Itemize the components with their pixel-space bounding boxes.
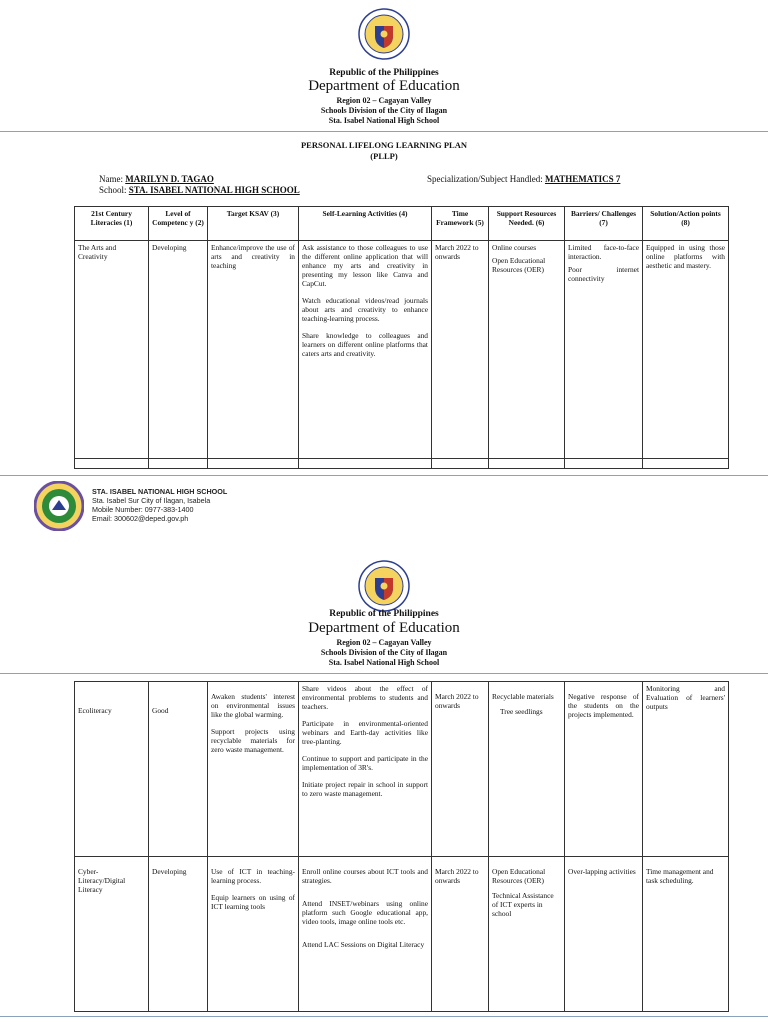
deped-seal-icon [358, 8, 410, 60]
cell-time: March 2022 to onwards [432, 682, 489, 857]
pllp-table-continued [74, 681, 729, 1012]
ksav-item: Use of ICT in teaching- learning process. [211, 867, 295, 885]
cell-ksav [208, 682, 299, 857]
region-text: Region 02 – Cagayan Valley [336, 638, 432, 647]
table-row [75, 857, 729, 1012]
header-divider [0, 673, 768, 674]
footer-mobile: Mobile Number: 0977-383-1400 [92, 505, 194, 514]
ksav-item: Equip learners on using of ICT learning tools [211, 893, 295, 911]
republic-text: Republic of the Philippines [329, 609, 439, 619]
header-resources: Support Resources Needed. (6) [489, 207, 565, 241]
table-row [75, 682, 729, 857]
cell-solution: Time management and task scheduling. [643, 857, 729, 1012]
school-header-text: Sta. Isabel National High School [328, 116, 440, 125]
cell-activities [299, 241, 432, 459]
name-label: Name: [99, 174, 123, 184]
header-solutions: Solution/Action points (8) [643, 207, 729, 241]
activity-item: Share videos about the effect of environmental problems to students and teachers. [302, 684, 428, 711]
cell-level: Developing [149, 857, 208, 1012]
cell-solution: Monitoring and Evaluation of learners' outputs [643, 682, 729, 857]
cell-activities [299, 682, 432, 857]
cell-level: Good [149, 682, 208, 857]
pllp-table [74, 206, 729, 469]
table-header-row [75, 207, 729, 241]
school-value: STA. ISABEL NATIONAL HIGH SCHOOL [128, 185, 300, 195]
division-text: Schools Division of the City of Ilagan [320, 106, 448, 115]
doc-subtitle: (PLLP) [370, 151, 398, 161]
activity-item: Watch educational videos/read journals about arts and creativity to enhance teaching-learning process. [302, 296, 428, 323]
activity-item: Enroll online courses about ICT tools and strategies. [302, 867, 428, 885]
cell-literacy: The Arts and Creativity [75, 241, 149, 459]
header-literacies: 21st Century Literacies (1) [75, 207, 149, 241]
resource-item: Online courses [492, 243, 537, 252]
name-value: MARILYN D. TAGAO [125, 174, 214, 184]
cell-barriers: Negative response of the students on the projects implemented. [565, 682, 643, 857]
name-line [99, 174, 214, 184]
resource-item: Open Educational Resources (OER) [492, 867, 546, 885]
region-text: Region 02 – Cagayan Valley [336, 96, 432, 105]
spec-value: MATHEMATICS 7 [544, 174, 621, 184]
resource-item: Technical Assistance of ICT experts in school [492, 891, 554, 918]
activity-item: Continue to support and participate in the implementation of 3R's. [302, 754, 428, 772]
cell-barriers: Over-lapping activities [565, 857, 643, 1012]
resource-item: Tree seedlings [500, 707, 543, 716]
department-title: Department of Education [308, 620, 460, 636]
cell-ksav [208, 857, 299, 1012]
cell-literacy: Cyber-Literacy/Digital Literacy [75, 857, 149, 1012]
cell-time: March 2022 to onwards [432, 241, 489, 459]
table-row [75, 241, 729, 459]
division-text: Schools Division of the City of Ilagan [320, 648, 448, 657]
ksav-item: Awaken students' interest on environmental issues like the global warming. [211, 692, 295, 719]
header-ksav: Target KSAV (3) [208, 207, 299, 241]
activity-item: Share knowledge to colleagues and learners on different online platforms that caters arts and creativity. [302, 331, 428, 358]
cell-resources [489, 857, 565, 1012]
header-barriers: Barriers/ Challenges (7) [565, 207, 643, 241]
barrier-item: Poor internet connectivity [568, 265, 639, 283]
page-bottom-divider [0, 1016, 768, 1017]
activity-item: Initiate project repair in school in support to zero waste management. [302, 780, 428, 798]
footer-block [92, 487, 227, 523]
table-row-empty [75, 459, 729, 469]
header-competency: Level of Competenc y (2) [149, 207, 208, 241]
cell-barriers [565, 241, 643, 459]
header-divider [0, 131, 768, 132]
cell-resources [489, 241, 565, 459]
spec-label: Specialization/Subject Handled: [427, 174, 543, 184]
resource-item: Open Educational Resources (OER) [492, 256, 546, 274]
school-logo-icon [34, 481, 84, 531]
footer-school: STA. ISABEL NATIONAL HIGH SCHOOL [92, 487, 228, 496]
activity-item: Ask assistance to those colleagues to use the different online application that will enhance my arts and creativity in presenting my lesson like Canva and CapCut. [302, 243, 428, 288]
barrier-item: Limited face-to-face interaction. [568, 243, 639, 261]
cell-resources [489, 682, 565, 857]
activity-item: Attend INSET/webinars using online platform such Google educational app, video tools, image online tools etc. [302, 899, 428, 926]
school-line [99, 185, 300, 195]
cell-activities [299, 857, 432, 1012]
footer-divider [0, 475, 768, 476]
activity-item: Attend LAC Sessions on Digital Literacy [302, 940, 425, 949]
footer-email: Email: 300602@deped.gov.ph [92, 514, 189, 523]
doc-title: PERSONAL LIFELONG LEARNING PLAN [300, 140, 467, 150]
cell-literacy: Ecoliteracy [75, 682, 149, 857]
ksav-item: Support projects using recyclable materials for zero waste management. [211, 727, 295, 754]
resource-item: Recyclable materials [492, 692, 554, 701]
deped-seal-icon [358, 560, 410, 612]
school-header-text: Sta. Isabel National High School [328, 658, 440, 667]
specialization-line [427, 174, 620, 184]
school-label: School: [99, 185, 127, 195]
cell-solution: Equipped in using those online platforms with aesthetic and mastery. [643, 241, 729, 459]
footer-address: Sta. Isabel Sur City of Ilagan, Isabela [92, 496, 211, 505]
cell-time: March 2022 to onwards [432, 857, 489, 1012]
activity-item: Participate in environmental-oriented webinars and Earth-day activities like tree-planting. [302, 719, 428, 746]
department-title: Department of Education [308, 78, 460, 94]
cell-ksav: Enhance/improve the use of arts and creativity in teaching [208, 241, 299, 459]
header-time: Time Framework (5) [432, 207, 489, 241]
cell-level: Developing [149, 241, 208, 459]
republic-text: Republic of the Philippines [329, 68, 439, 78]
header-activities: Self-Learning Activities (4) [299, 207, 432, 241]
